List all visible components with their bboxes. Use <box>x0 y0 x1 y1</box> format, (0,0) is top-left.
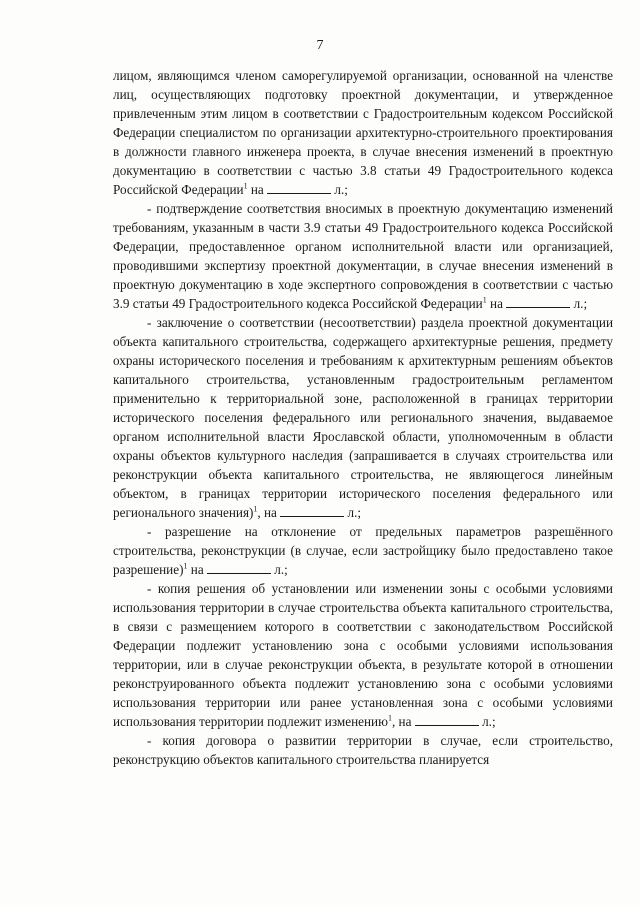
paragraph-tail-end: л.; <box>331 182 348 197</box>
paragraph-tail: на <box>187 562 207 577</box>
paragraph-tail-end: л.; <box>271 562 288 577</box>
document-body <box>113 66 613 769</box>
sheet-count-blank <box>207 562 271 574</box>
paragraph-text: лицом, являющимся членом саморегулируемой организации, основанной на членстве лиц, осуществляющих подготовку проектной документации, и утвержденное привлеченным этим лицом в соответствии с Градостроительным кодексом Российской Федерации специалистом по организации архитектурно-строительного проектирования в должности главного инженера проекта, в случае внесения изменений в проектную документацию в соответствии с частью 3.8 статьи 49 Градостроительного кодекса Российской Федерации <box>113 68 613 197</box>
sheet-count-blank <box>415 714 479 726</box>
paragraph-tail: на <box>247 182 268 197</box>
paragraph-historic-settlement-conclusion <box>113 313 613 522</box>
paragraph-tail: , на <box>257 505 281 520</box>
paragraph-designer-approval <box>113 66 613 199</box>
paragraph-tail-end: л.; <box>570 296 588 311</box>
page-number: 7 <box>316 38 324 53</box>
paragraph-tail: , на <box>391 714 415 729</box>
paragraph-text: - подтверждение соответствия вносимых в проектную документацию изменений требованиям, указанным в части 3.9 статьи 49 Градостроительного кодекса Российской Федерации, предоставленное органом исполнительной власти или организацией, проводившими экспертизу проектной документации, в случае внесения изменений в проектную документацию в ходе экспертного сопровождения в соответствии с частью 3.9 статьи 49 Градостроительного кодекса Российской Федерации <box>113 201 613 311</box>
paragraph-tail-end: л.; <box>344 505 362 520</box>
paragraph-tail-end: л.; <box>478 714 496 729</box>
sheet-count-blank <box>267 182 331 194</box>
footnote-mark: 1 <box>482 295 487 305</box>
paragraph-text: - разрешение на отклонение от предельных параметров разрешённого строительства, реконструкции (в случае, если застройщику было предоставлено такое разрешение) <box>113 524 613 577</box>
footnote-mark: 1 <box>183 561 188 571</box>
paragraph-text: - заключение о соответствии (несоответствии) раздела проектной документации объекта капитального строительства, содержащего архитектурные решения, предмету охраны исторического поселения и требованиям к архитектурным решениям объектов капитального строительства, установленным градостроительным регламентом применительно к территориальной зоне, расположенной в границах территории исторического поселения федерального или регионального значения, выдаваемое органом исполнительной власти Ярославской области, уполномоченным в области охраны объектов культурного наследия (запрашивается в случаях строительства или реконструкции объекта капитального строительства, не являющегося линейным объектом, в границах территории исторического поселения федерального или регионального значения) <box>113 315 613 520</box>
paragraph-conformity-confirmation <box>113 199 613 313</box>
footnote-mark: 1 <box>243 181 248 191</box>
sheet-count-blank <box>506 296 570 308</box>
paragraph-territory-development-contract <box>113 731 613 769</box>
paragraph-text: - копия решения об установлении или изменении зоны с особыми условиями использования территории в случае строительства объекта капитального строительства, в связи с размещением которого в соответствии с законодательством Российской Федерации подлежит установлению зона с особыми условиями использования территории, или в случае реконструкции объекта, в результате которой в отношении реконструированного объекта подлежит установлению зона с особыми условиями использования территории или ранее установленная зона с особыми условиями использования территории подлежит изменению <box>113 581 613 729</box>
paragraph-tail: на <box>486 296 507 311</box>
footnote-mark: 1 <box>253 504 258 514</box>
paragraph-text: - копия договора о развитии территории в случае, если строительство, реконструкцию объектов капитального строительства планируется <box>113 733 613 767</box>
paragraph-deviation-permit <box>113 522 613 579</box>
footnote-mark: 1 <box>387 713 392 723</box>
paragraph-special-zone-decision <box>113 579 613 731</box>
sheet-count-blank <box>280 505 344 517</box>
